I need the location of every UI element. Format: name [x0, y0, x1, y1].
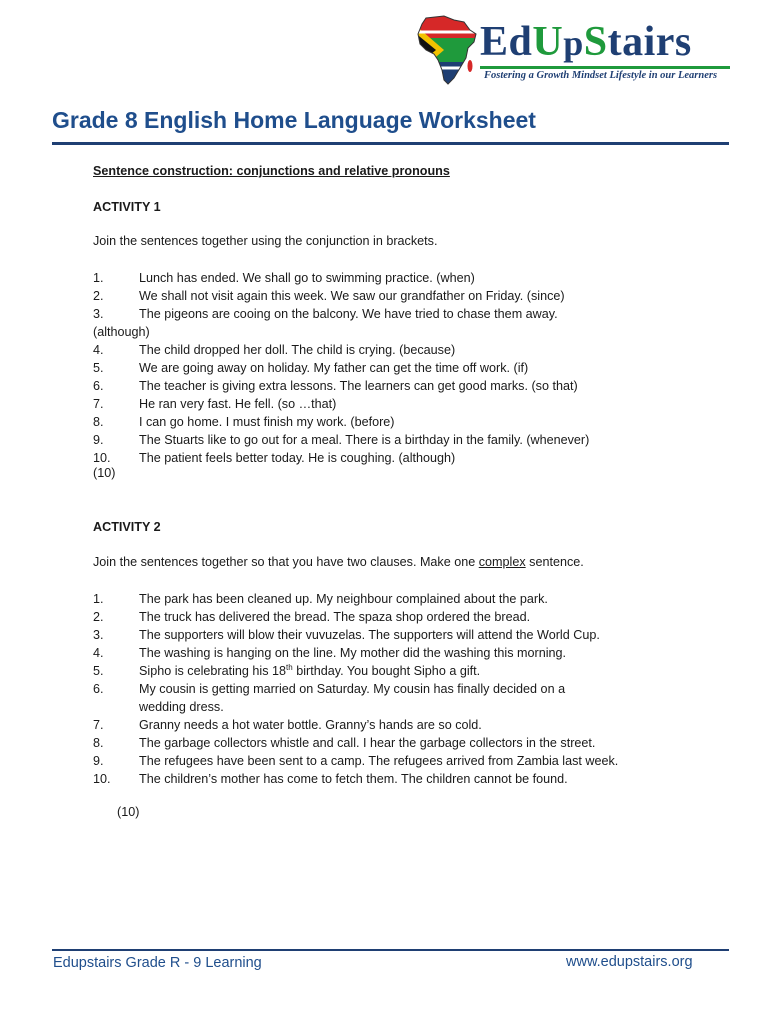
activity-2-marks: (10)	[117, 805, 140, 819]
list-item: 4. The child dropped her doll. The child is crying. (because)	[93, 343, 456, 357]
list-item: 6. The teacher is giving extra lessons. The learners can get good marks. (so that)	[93, 379, 578, 393]
logo-underline	[480, 66, 730, 69]
list-item: 7. Granny needs a hot water bottle. Granny’s hands are so cold.	[93, 718, 482, 732]
footer-org-name: Edupstairs Grade R - 9 Learning	[53, 955, 262, 971]
list-item: 8. The garbage collectors whistle and call. I hear the garbage collectors in the street.	[93, 736, 596, 750]
list-item: 10. The patient feels better today. He is coughing. (although)	[93, 451, 456, 465]
activity-1-instruction: Join the sentences together using the conjunction in brackets.	[93, 234, 438, 248]
list-item: 8. I can go home. I must finish my work. (before)	[93, 415, 395, 429]
list-item: 2. We shall not visit again this week. We saw our grandfather on Friday. (since)	[93, 289, 565, 303]
section-subheading: Sentence construction: conjunctions and relative pronouns	[93, 164, 450, 178]
list-item: 5. We are going away on holiday. My father can get the time off work. (if)	[93, 361, 529, 375]
list-item: 7. He ran very fast. He fell. (so …that)	[93, 397, 337, 411]
list-item: 2. The truck has delivered the bread. The spaza shop ordered the bread.	[93, 610, 531, 624]
activity-2-list	[93, 590, 723, 788]
list-item: 10. The children’s mother has come to fetch them. The children cannot be found.	[93, 772, 568, 786]
list-item: 9. The refugees have been sent to a camp. The refugees arrived from Zambia last week.	[93, 754, 619, 768]
activity-1-marks: (10)	[93, 466, 116, 480]
list-item: 3. The pigeons are cooing on the balcony. We have tried to chase them away. (although)	[93, 307, 558, 339]
list-item: 6. My cousin is getting married on Saturday. My cousin has finally decided on a wedding dress.	[93, 682, 566, 714]
list-item: 5. Sipho is celebrating his 18th birthday. You bought Sipho a gift.	[93, 662, 481, 678]
page-title: Grade 8 English Home Language Worksheet	[52, 107, 536, 133]
logo-tagline: Fostering a Growth Mindset Lifestyle in our Learners	[484, 70, 718, 81]
activity-2-heading: ACTIVITY 2	[93, 520, 161, 534]
activity-1-list	[93, 269, 723, 467]
list-item: 1. The park has been cleaned up. My neighbour complained about the park.	[93, 592, 548, 606]
activity-1-heading: ACTIVITY 1	[93, 200, 161, 214]
list-item: 4. The washing is hanging on the line. My mother did the washing this morning.	[93, 646, 567, 660]
list-item: 3. The supporters will blow their vuvuzelas. The supporters will attend the World Cup.	[93, 628, 600, 642]
list-item: 1. Lunch has ended. We shall go to swimming practice. (when)	[93, 271, 475, 285]
edupstairs-logo	[414, 14, 732, 86]
africa-flag-map-icon	[414, 14, 480, 86]
activity-2-instruction: Join the sentences together so that you have two clauses. Make one complex sentence.	[93, 555, 584, 569]
list-item: 9. The Stuarts like to go out for a meal. There is a birthday in the family. (whenever)	[93, 433, 590, 447]
footer-divider	[52, 949, 729, 951]
header-divider	[52, 142, 729, 145]
footer-website-link[interactable]: www.edupstairs.org	[566, 954, 693, 970]
logo-wordmark: EdUpStairs	[480, 19, 692, 65]
